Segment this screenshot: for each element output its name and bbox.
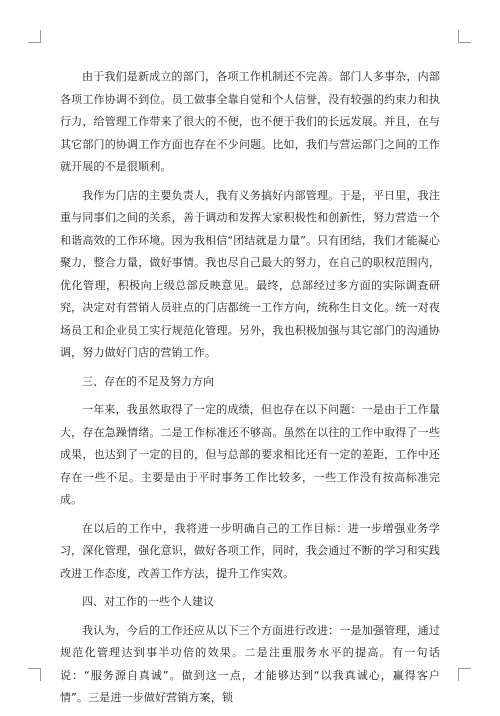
crop-mark-top-right xyxy=(458,30,471,43)
crop-mark-top-left xyxy=(28,30,41,43)
paragraph-problems: 一年来，我虽然取得了一定的成绩，但也存在以下问题：一是由于工作量大，存在急躁情绪。二是工作标准还不够高。虽然在以往的工作中取得了一些成果，也达到了一定的目的，但与总部的要求相比还有一定的差距，工作中还存在一些不足。主要是由于平时事务工作比较多，一些工作没有按高标准完成。 xyxy=(60,403,440,506)
paragraph-coordination-issues: 由于我们是新成立的部门，各项工作机制还不完善。部门人多事杂，内部各项工作协调不到位。员工做事全靠自觉和个人信誉，没有较强的约束力和执行力，给管理工作带来了很大的不便，也不便于我们的长远发展。并且，在与其它部门的协调工作方面也存在不少问题。比如，我们与营运部门之间的工作就开展的不是很顺利。 xyxy=(60,70,440,173)
document-body xyxy=(60,66,440,716)
paragraph-future-goals: 在以后的工作中，我将进一步明确自己的工作目标：进一步增强业务学习，深化管理，强化意识，做好各项工作，同时，我会通过不断的学习和实践改进工作态度，改善工作方法，提升工作实效。 xyxy=(60,521,440,580)
crop-mark-bottom-left xyxy=(28,668,41,681)
section-heading-shortcomings: 三、存在的不足及努力方向 xyxy=(82,374,214,388)
crop-mark-bottom-right xyxy=(458,668,471,681)
paragraph-improvements: 我认为，今后的工作还应从以下三个方面进行改进：一是加强管理，通过规范化管理达到事半功倍的效果。二是注重服务水平的提高。有一句话说：“服务源自真诚”。做到这一点，才能够达到“以我真诚心，赢得客户情”。三是进一步做好营销方案，锁 xyxy=(60,623,440,704)
paragraph-internal-management: 我作为门店的主要负责人，我有义务搞好内部管理。于是，平日里，我注重与同事们之间的关系，善于调动和发挥大家积极性和创新性，努力营造一个和谐高效的工作环境。因为我相信“团结就是力量”。只有团结，我们才能凝心聚力，整合力量，做好事情。我也尽自己最大的努力，在自己的职权范围内，优化管理，积极向上级总部反映意见。最终，总部经过多方面的实际调查研究，决定对有营销人员驻点的门店都统一工作方向，统称生日文化。统一对夜场员工和企业员工实行规范化管理。另外，我也积极加强与其它部门的沟通协调，努力做好门店的营销工作。 xyxy=(60,188,440,359)
section-heading-suggestions: 四、对工作的一些个人建议 xyxy=(82,595,214,608)
